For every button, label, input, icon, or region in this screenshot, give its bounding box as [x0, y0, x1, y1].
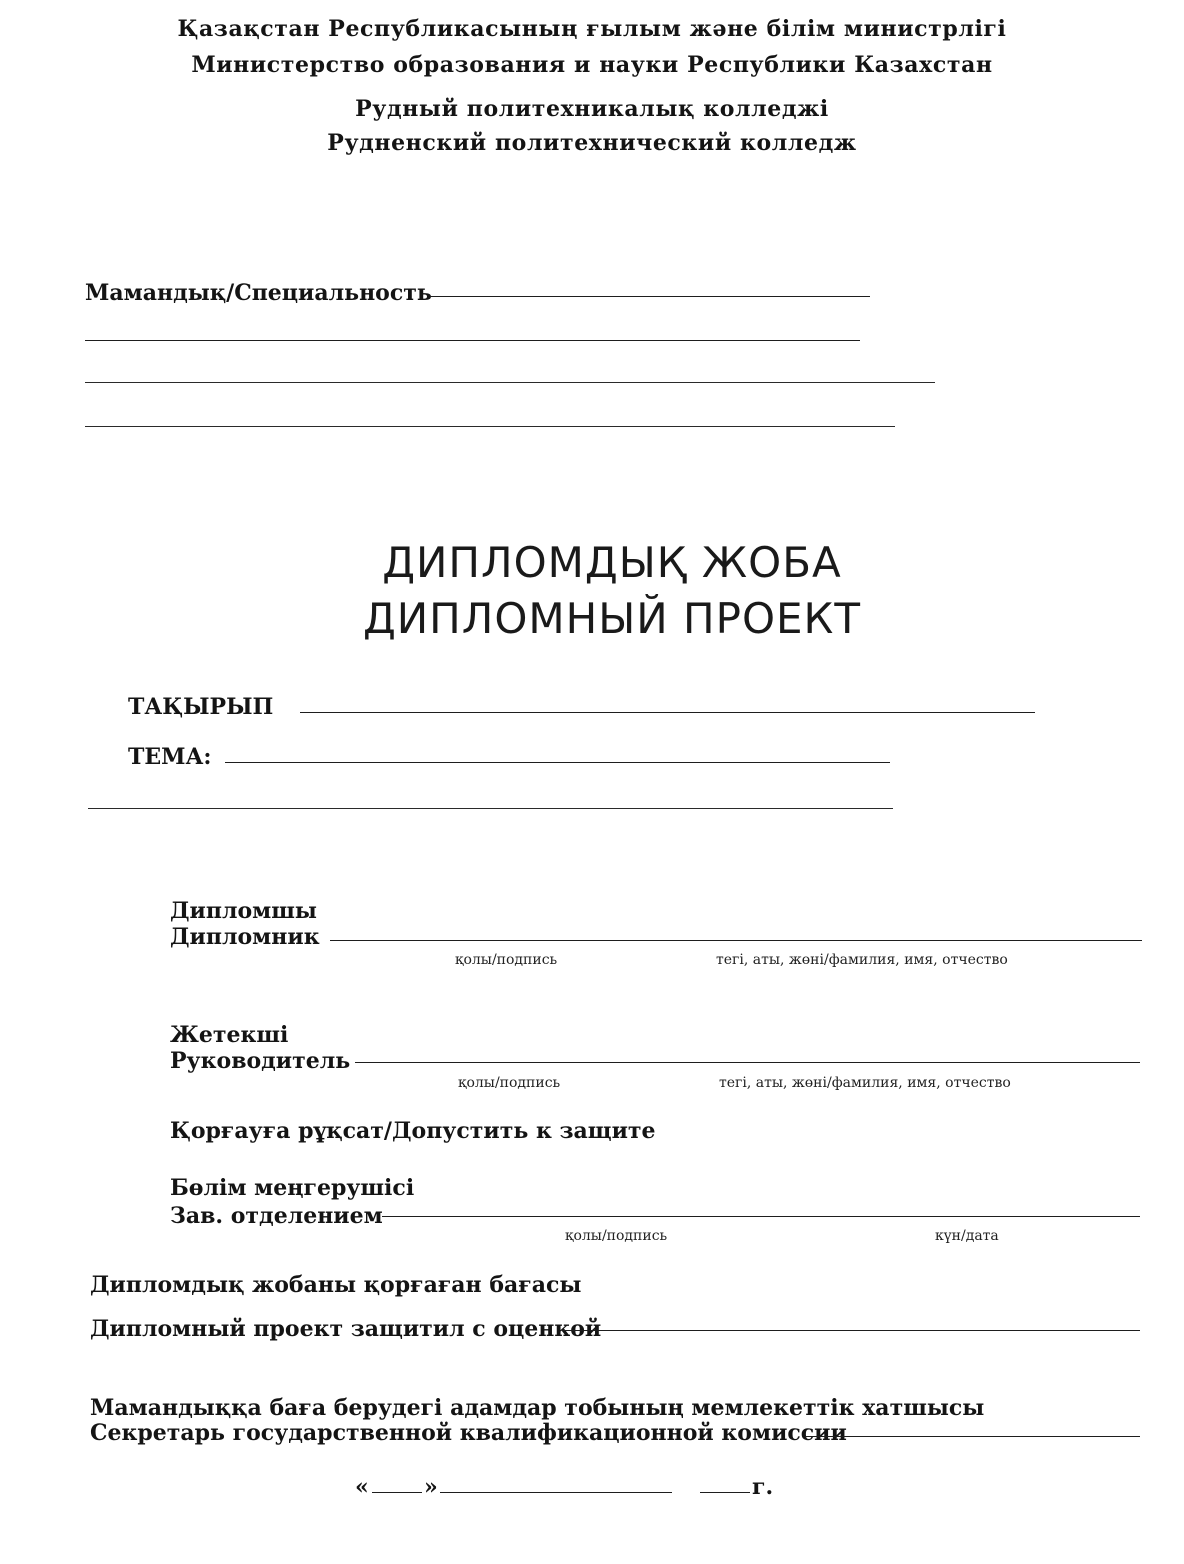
grade-label-kz: Дипломдық жобаны қорғаған бағасы — [90, 1272, 582, 1298]
topic-line-3[interactable] — [88, 808, 893, 809]
grade-label-ru: Дипломный проект защитил с оценкой — [90, 1316, 602, 1342]
specialty-line-3[interactable] — [85, 382, 935, 383]
department-head-label-kz: Бөлім меңгерушісі — [170, 1175, 415, 1201]
college-kz: Рудный политехникалық колледжі — [355, 96, 829, 122]
secretary-label-ru: Секретарь государственной квалификационной комиссии — [90, 1420, 847, 1446]
supervisor-label-ru: Руководитель — [170, 1048, 351, 1074]
specialty-label: Мамандық/Специальность — [85, 280, 432, 306]
admit-label: Қорғауға рұқсат/Допустить к защите — [170, 1118, 656, 1144]
date-year-suffix: г. — [752, 1474, 774, 1500]
student-caption-signature: қолы/подпись — [455, 952, 558, 968]
ministry-kz: Қазақстан Республикасының ғылым және білім министрлігі — [177, 16, 1007, 42]
supervisor-caption-signature: қолы/подпись — [458, 1075, 561, 1091]
grade-line[interactable] — [562, 1330, 1140, 1331]
secretary-signature-line[interactable] — [805, 1436, 1140, 1437]
department-head-label-ru: Зав. отделением — [170, 1203, 383, 1229]
title-ru: ДИПЛОМНЫЙ ПРОЕКТ — [362, 594, 862, 643]
topic-line-1[interactable] — [300, 712, 1035, 713]
secretary-label-kz: Мамандыққа баға берудегі адамдар тобының мемлекеттік хатшысы — [90, 1395, 985, 1421]
supervisor-label-kz: Жетекші — [170, 1022, 289, 1048]
supervisor-signature-line[interactable] — [355, 1062, 1140, 1063]
date-year-line[interactable] — [700, 1492, 750, 1493]
student-label-ru: Дипломник — [170, 924, 320, 950]
specialty-line-4[interactable] — [85, 426, 895, 427]
college-ru: Рудненский политехнический колледж — [327, 130, 857, 156]
topic-line-2[interactable] — [225, 762, 890, 763]
department-head-caption-date: күн/дата — [935, 1228, 999, 1244]
date-month-line[interactable] — [440, 1492, 672, 1493]
date-day-line[interactable] — [372, 1492, 422, 1493]
date-close-quote: » — [424, 1474, 438, 1500]
student-caption-name: тегі, аты, жөні/фамилия, имя, отчество — [716, 952, 1008, 968]
ministry-ru: Министерство образования и науки Республики Казахстан — [191, 52, 993, 78]
specialty-line-2[interactable] — [85, 340, 860, 341]
student-signature-line[interactable] — [330, 940, 1142, 941]
supervisor-caption-name: тегі, аты, жөні/фамилия, имя, отчество — [719, 1075, 1011, 1091]
student-label-kz: Дипломшы — [170, 898, 317, 924]
department-head-signature-line[interactable] — [382, 1216, 1140, 1217]
date-open-quote: « — [355, 1474, 369, 1500]
specialty-line-1[interactable] — [430, 296, 870, 297]
title-kz: ДИПЛОМДЫҚ ЖОБА — [382, 538, 842, 587]
department-head-caption-signature: қолы/подпись — [565, 1228, 668, 1244]
topic-label-kz: ТАҚЫРЫП — [128, 694, 274, 720]
topic-label-ru: ТЕМА: — [128, 744, 212, 770]
